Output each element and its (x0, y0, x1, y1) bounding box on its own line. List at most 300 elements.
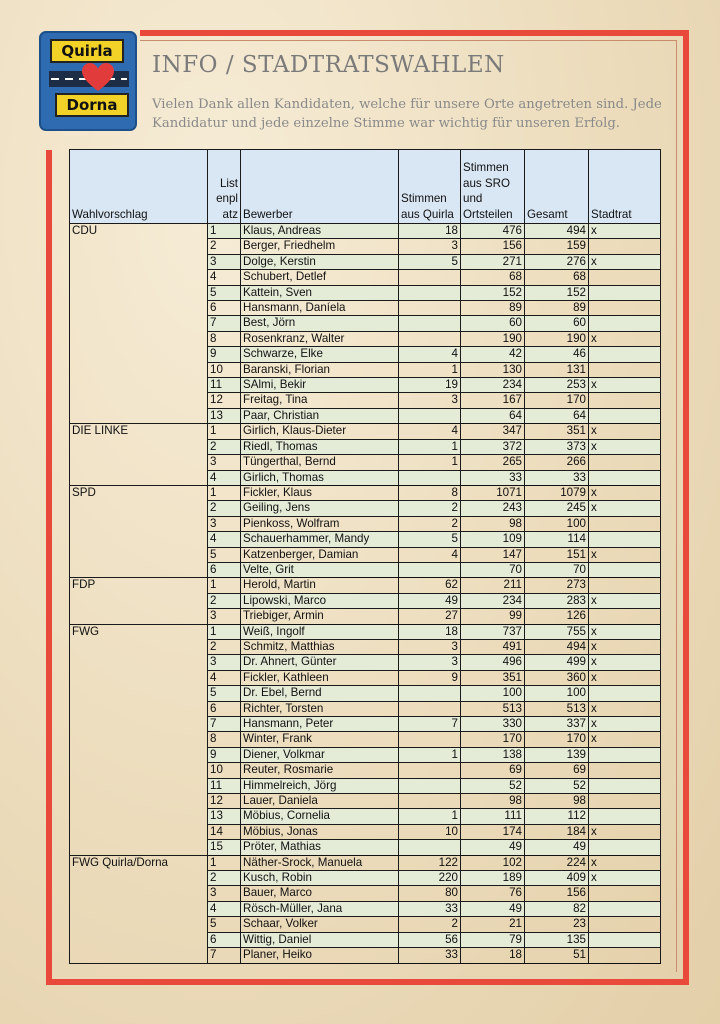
gesamt-cell: 52 (525, 778, 589, 793)
stimmen-quirla-cell: 10 (399, 824, 461, 839)
header-gesamt: Gesamt (525, 150, 589, 224)
frame-border-bottom (46, 979, 689, 985)
stimmen-quirla-cell: 33 (399, 948, 461, 963)
table-row (70, 578, 661, 593)
stimmen-quirla-cell (399, 331, 461, 346)
bewerber-cell: Hansmann, Daníela (241, 301, 399, 316)
stimmen-sro-cell: 18 (461, 948, 525, 963)
stimmen-quirla-cell: 1 (399, 455, 461, 470)
listenplatz-cell: 6 (208, 701, 241, 716)
stimmen-quirla-cell (399, 732, 461, 747)
bewerber-cell: Katzenberger, Damian (241, 547, 399, 562)
stimmen-sro-cell: 64 (461, 408, 525, 423)
listenplatz-cell: 2 (208, 639, 241, 654)
header-listenplatz: List enpl atz (208, 150, 241, 224)
quirla-dorna-logo (39, 31, 137, 131)
gesamt-cell: 190 (525, 331, 589, 346)
listenplatz-cell: 3 (208, 516, 241, 531)
gesamt-cell: 49 (525, 840, 589, 855)
stadtrat-cell (589, 285, 661, 300)
stimmen-quirla-cell: 19 (399, 378, 461, 393)
gesamt-cell: 151 (525, 547, 589, 562)
stimmen-sro-cell: 99 (461, 609, 525, 624)
stadtrat-cell (589, 470, 661, 485)
stimmen-quirla-cell: 4 (399, 424, 461, 439)
stadtrat-cell: x (589, 871, 661, 886)
listenplatz-cell: 7 (208, 316, 241, 331)
stadtrat-cell: x (589, 378, 661, 393)
gesamt-cell: 499 (525, 655, 589, 670)
table-row (70, 424, 661, 439)
stadtrat-cell: x (589, 224, 661, 239)
stadtrat-cell (589, 886, 661, 901)
bewerber-cell: Möbius, Cornelia (241, 809, 399, 824)
bewerber-cell: Fickler, Klaus (241, 485, 399, 500)
bewerber-cell: Pienkoss, Wolfram (241, 516, 399, 531)
stadtrat-cell (589, 840, 661, 855)
gesamt-cell: 351 (525, 424, 589, 439)
listenplatz-cell: 6 (208, 932, 241, 947)
stadtrat-cell (589, 301, 661, 316)
stimmen-quirla-cell (399, 562, 461, 577)
gesamt-cell: 100 (525, 686, 589, 701)
bewerber-cell: Dolge, Kerstin (241, 254, 399, 269)
stadtrat-cell (589, 562, 661, 577)
stadtrat-cell (589, 609, 661, 624)
stimmen-sro-cell: 491 (461, 639, 525, 654)
bewerber-cell: Schaar, Volker (241, 917, 399, 932)
bewerber-cell: Wittig, Daniel (241, 932, 399, 947)
bewerber-cell: Winter, Frank (241, 732, 399, 747)
heart-icon (82, 63, 114, 93)
stimmen-sro-cell: 174 (461, 824, 525, 839)
stimmen-quirla-cell (399, 686, 461, 701)
listenplatz-cell: 10 (208, 362, 241, 377)
bewerber-cell: Girlich, Klaus-Dieter (241, 424, 399, 439)
listenplatz-cell: 4 (208, 901, 241, 916)
stadtrat-cell: x (589, 424, 661, 439)
bewerber-cell: Lauer, Daniela (241, 794, 399, 809)
frame-border-left (46, 150, 52, 985)
gesamt-cell: 82 (525, 901, 589, 916)
listenplatz-cell: 2 (208, 439, 241, 454)
stimmen-quirla-cell: 2 (399, 501, 461, 516)
stimmen-quirla-cell: 2 (399, 917, 461, 932)
gesamt-cell: 126 (525, 609, 589, 624)
listenplatz-cell: 6 (208, 562, 241, 577)
gesamt-cell: 156 (525, 886, 589, 901)
logo-sign-bottom: Dorna (55, 93, 129, 117)
stimmen-sro-cell: 330 (461, 717, 525, 732)
table-header-row (70, 150, 661, 224)
stimmen-sro-cell: 89 (461, 301, 525, 316)
stimmen-sro-cell: 21 (461, 917, 525, 932)
stimmen-quirla-cell (399, 778, 461, 793)
logo-sign-top: Quirla (50, 39, 124, 63)
table-row (70, 485, 661, 500)
listenplatz-cell: 9 (208, 347, 241, 362)
stimmen-sro-cell: 234 (461, 593, 525, 608)
listenplatz-cell: 1 (208, 855, 241, 870)
listenplatz-cell: 1 (208, 578, 241, 593)
stimmen-quirla-cell (399, 301, 461, 316)
stimmen-sro-cell: 167 (461, 393, 525, 408)
stimmen-quirla-cell (399, 408, 461, 423)
gesamt-cell: 360 (525, 670, 589, 685)
stimmen-quirla-cell: 18 (399, 624, 461, 639)
stadtrat-cell: x (589, 439, 661, 454)
stimmen-quirla-cell: 9 (399, 670, 461, 685)
bewerber-cell: Rosenkranz, Walter (241, 331, 399, 346)
stimmen-quirla-cell: 220 (399, 871, 461, 886)
stadtrat-cell (589, 347, 661, 362)
listenplatz-cell: 13 (208, 408, 241, 423)
stadtrat-cell: x (589, 501, 661, 516)
stimmen-quirla-cell: 1 (399, 362, 461, 377)
stimmen-sro-cell: 476 (461, 224, 525, 239)
stadtrat-cell (589, 316, 661, 331)
stimmen-sro-cell: 513 (461, 701, 525, 716)
party-cell: DIE LINKE (70, 424, 208, 486)
stadtrat-cell: x (589, 624, 661, 639)
party-cell: FWG (70, 624, 208, 855)
stimmen-sro-cell: 130 (461, 362, 525, 377)
gesamt-cell: 266 (525, 455, 589, 470)
bewerber-cell: Tüngerthal, Bernd (241, 455, 399, 470)
stimmen-quirla-cell (399, 840, 461, 855)
stadtrat-cell: x (589, 732, 661, 747)
stimmen-sro-cell: 170 (461, 732, 525, 747)
stimmen-quirla-cell: 5 (399, 532, 461, 547)
listenplatz-cell: 11 (208, 778, 241, 793)
bewerber-cell: Herold, Martin (241, 578, 399, 593)
stadtrat-cell (589, 794, 661, 809)
stimmen-sro-cell: 100 (461, 686, 525, 701)
gesamt-cell: 494 (525, 224, 589, 239)
listenplatz-cell: 12 (208, 393, 241, 408)
bewerber-cell: Triebiger, Armin (241, 609, 399, 624)
bewerber-cell: Best, Jörn (241, 316, 399, 331)
stadtrat-cell (589, 455, 661, 470)
stimmen-sro-cell: 42 (461, 347, 525, 362)
stadtrat-cell (589, 516, 661, 531)
bewerber-cell: Fickler, Kathleen (241, 670, 399, 685)
stimmen-sro-cell: 52 (461, 778, 525, 793)
table-row (70, 624, 661, 639)
bewerber-cell: Paar, Christian (241, 408, 399, 423)
stimmen-sro-cell: 234 (461, 378, 525, 393)
gesamt-cell: 112 (525, 809, 589, 824)
party-cell: FWG Quirla/Dorna (70, 855, 208, 963)
stadtrat-cell: x (589, 717, 661, 732)
listenplatz-cell: 3 (208, 609, 241, 624)
stadtrat-cell (589, 747, 661, 762)
listenplatz-cell: 4 (208, 532, 241, 547)
gesamt-cell: 51 (525, 948, 589, 963)
stimmen-quirla-cell: 122 (399, 855, 461, 870)
gesamt-cell: 337 (525, 717, 589, 732)
stadtrat-cell (589, 532, 661, 547)
stimmen-quirla-cell (399, 701, 461, 716)
stimmen-sro-cell: 1071 (461, 485, 525, 500)
bewerber-cell: Richter, Torsten (241, 701, 399, 716)
bewerber-cell: Himmelreich, Jörg (241, 778, 399, 793)
stimmen-sro-cell: 138 (461, 747, 525, 762)
bewerber-cell: Dr. Ahnert, Günter (241, 655, 399, 670)
bewerber-cell: Schauerhammer, Mandy (241, 532, 399, 547)
gesamt-cell: 283 (525, 593, 589, 608)
stimmen-sro-cell: 243 (461, 501, 525, 516)
listenplatz-cell: 15 (208, 840, 241, 855)
listenplatz-cell: 9 (208, 747, 241, 762)
stimmen-quirla-cell: 49 (399, 593, 461, 608)
listenplatz-cell: 1 (208, 485, 241, 500)
bewerber-cell: Kusch, Robin (241, 871, 399, 886)
stimmen-sro-cell: 265 (461, 455, 525, 470)
listenplatz-cell: 4 (208, 270, 241, 285)
stimmen-sro-cell: 111 (461, 809, 525, 824)
header-stimmen-quirla: Stimmen aus Quirla (399, 150, 461, 224)
bewerber-cell: Möbius, Jonas (241, 824, 399, 839)
stimmen-quirla-cell (399, 270, 461, 285)
listenplatz-cell: 5 (208, 285, 241, 300)
table-row (70, 855, 661, 870)
stadtrat-cell: x (589, 331, 661, 346)
listenplatz-cell: 14 (208, 824, 241, 839)
gesamt-cell: 60 (525, 316, 589, 331)
bewerber-cell: Planer, Heiko (241, 948, 399, 963)
listenplatz-cell: 2 (208, 871, 241, 886)
stadtrat-cell (589, 239, 661, 254)
bewerber-cell: Rösch-Müller, Jana (241, 901, 399, 916)
stadtrat-cell (589, 763, 661, 778)
header-wahlvorschlag: Wahlvorschlag (70, 150, 208, 224)
listenplatz-cell: 3 (208, 886, 241, 901)
bewerber-cell: Reuter, Rosmarie (241, 763, 399, 778)
listenplatz-cell: 10 (208, 763, 241, 778)
stadtrat-cell: x (589, 485, 661, 500)
stimmen-quirla-cell: 80 (399, 886, 461, 901)
bewerber-cell: Bauer, Marco (241, 886, 399, 901)
stimmen-quirla-cell: 8 (399, 485, 461, 500)
gesamt-cell: 373 (525, 439, 589, 454)
gesamt-cell: 409 (525, 871, 589, 886)
stadtrat-cell: x (589, 701, 661, 716)
stimmen-sro-cell: 347 (461, 424, 525, 439)
listenplatz-cell: 5 (208, 686, 241, 701)
listenplatz-cell: 3 (208, 455, 241, 470)
stimmen-quirla-cell: 18 (399, 224, 461, 239)
header-bewerber: Bewerber (241, 150, 399, 224)
stimmen-sro-cell: 496 (461, 655, 525, 670)
intro-text: Vielen Dank allen Kandidaten, welche für unsere Orte angetreten sind. Jede Kandidatur und jede einzelne Stimme war wichtig für unseren Erfolg. (152, 97, 662, 131)
bewerber-cell: Velte, Grit (241, 562, 399, 577)
stadtrat-cell: x (589, 593, 661, 608)
stadtrat-cell (589, 362, 661, 377)
bewerber-cell: Berger, Friedhelm (241, 239, 399, 254)
listenplatz-cell: 2 (208, 501, 241, 516)
gesamt-cell: 69 (525, 763, 589, 778)
stadtrat-cell: x (589, 855, 661, 870)
listenplatz-cell: 6 (208, 301, 241, 316)
stimmen-sro-cell: 98 (461, 794, 525, 809)
listenplatz-cell: 4 (208, 670, 241, 685)
listenplatz-cell: 7 (208, 717, 241, 732)
stimmen-quirla-cell: 4 (399, 347, 461, 362)
listenplatz-cell: 3 (208, 254, 241, 269)
stadtrat-cell (589, 809, 661, 824)
stimmen-sro-cell: 33 (461, 470, 525, 485)
listenplatz-cell: 11 (208, 378, 241, 393)
listenplatz-cell: 4 (208, 470, 241, 485)
stimmen-sro-cell: 156 (461, 239, 525, 254)
stadtrat-cell (589, 948, 661, 963)
stimmen-quirla-cell (399, 763, 461, 778)
stadtrat-cell: x (589, 655, 661, 670)
bewerber-cell: Riedl, Thomas (241, 439, 399, 454)
party-cell: FDP (70, 578, 208, 624)
stadtrat-cell: x (589, 547, 661, 562)
stimmen-quirla-cell: 56 (399, 932, 461, 947)
stimmen-sro-cell: 98 (461, 516, 525, 531)
listenplatz-cell: 1 (208, 224, 241, 239)
gesamt-cell: 170 (525, 393, 589, 408)
stadtrat-cell (589, 932, 661, 947)
bewerber-cell: Dr. Ebel, Bernd (241, 686, 399, 701)
stimmen-sro-cell: 737 (461, 624, 525, 639)
gesamt-cell: 245 (525, 501, 589, 516)
header-stadtrat: Stadtrat (589, 150, 661, 224)
election-results-table (69, 149, 661, 964)
table-row (70, 224, 661, 239)
gesamt-cell: 100 (525, 516, 589, 531)
gesamt-cell: 68 (525, 270, 589, 285)
listenplatz-cell: 1 (208, 624, 241, 639)
bewerber-cell: Baranski, Florian (241, 362, 399, 377)
listenplatz-cell: 8 (208, 732, 241, 747)
stadtrat-cell (589, 393, 661, 408)
listenplatz-cell: 12 (208, 794, 241, 809)
gesamt-cell: 64 (525, 408, 589, 423)
frame-thin-line-right (676, 40, 677, 972)
stimmen-sro-cell: 190 (461, 331, 525, 346)
gesamt-cell: 253 (525, 378, 589, 393)
stimmen-quirla-cell: 62 (399, 578, 461, 593)
bewerber-cell: Freitag, Tina (241, 393, 399, 408)
listenplatz-cell: 1 (208, 424, 241, 439)
party-cell: CDU (70, 224, 208, 424)
bewerber-cell: Klaus, Andreas (241, 224, 399, 239)
party-cell: SPD (70, 485, 208, 577)
gesamt-cell: 170 (525, 732, 589, 747)
stimmen-quirla-cell: 1 (399, 809, 461, 824)
stimmen-quirla-cell (399, 316, 461, 331)
gesamt-cell: 114 (525, 532, 589, 547)
stimmen-sro-cell: 60 (461, 316, 525, 331)
gesamt-cell: 494 (525, 639, 589, 654)
stimmen-quirla-cell: 1 (399, 747, 461, 762)
stimmen-sro-cell: 76 (461, 886, 525, 901)
stimmen-sro-cell: 189 (461, 871, 525, 886)
gesamt-cell: 273 (525, 578, 589, 593)
stimmen-quirla-cell: 3 (399, 639, 461, 654)
stimmen-sro-cell: 372 (461, 439, 525, 454)
bewerber-cell: Girlich, Thomas (241, 470, 399, 485)
stimmen-sro-cell: 49 (461, 840, 525, 855)
gesamt-cell: 46 (525, 347, 589, 362)
bewerber-cell: Schwarze, Elke (241, 347, 399, 362)
stadtrat-cell (589, 686, 661, 701)
stimmen-sro-cell: 79 (461, 932, 525, 947)
stimmen-sro-cell: 70 (461, 562, 525, 577)
header-stimmen-sro: Stimmen aus SRO und Ortsteilen (461, 150, 525, 224)
gesamt-cell: 755 (525, 624, 589, 639)
table-body (70, 224, 661, 964)
listenplatz-cell: 2 (208, 239, 241, 254)
stimmen-quirla-cell (399, 470, 461, 485)
listenplatz-cell: 8 (208, 331, 241, 346)
gesamt-cell: 184 (525, 824, 589, 839)
stadtrat-cell (589, 778, 661, 793)
stimmen-sro-cell: 68 (461, 270, 525, 285)
frame-border-top (140, 30, 689, 36)
stimmen-quirla-cell: 2 (399, 516, 461, 531)
gesamt-cell: 1079 (525, 485, 589, 500)
gesamt-cell: 139 (525, 747, 589, 762)
stimmen-sro-cell: 351 (461, 670, 525, 685)
gesamt-cell: 70 (525, 562, 589, 577)
gesamt-cell: 135 (525, 932, 589, 947)
listenplatz-cell: 2 (208, 593, 241, 608)
bewerber-cell: Hansmann, Peter (241, 717, 399, 732)
stimmen-quirla-cell: 1 (399, 439, 461, 454)
stadtrat-cell (589, 901, 661, 916)
bewerber-cell: Schmitz, Matthias (241, 639, 399, 654)
bewerber-cell: Diener, Volkmar (241, 747, 399, 762)
gesamt-cell: 159 (525, 239, 589, 254)
stimmen-quirla-cell: 5 (399, 254, 461, 269)
bewerber-cell: Weiß, Ingolf (241, 624, 399, 639)
stadtrat-cell: x (589, 670, 661, 685)
stimmen-quirla-cell: 27 (399, 609, 461, 624)
stadtrat-cell: x (589, 254, 661, 269)
stadtrat-cell: x (589, 824, 661, 839)
stimmen-sro-cell: 271 (461, 254, 525, 269)
bewerber-cell: Pröter, Mathias (241, 840, 399, 855)
bewerber-cell: Lipowski, Marco (241, 593, 399, 608)
stadtrat-cell (589, 408, 661, 423)
bewerber-cell: Kattein, Sven (241, 285, 399, 300)
stimmen-sro-cell: 69 (461, 763, 525, 778)
listenplatz-cell: 7 (208, 948, 241, 963)
listenplatz-cell: 13 (208, 809, 241, 824)
stadtrat-cell: x (589, 639, 661, 654)
listenplatz-cell: 3 (208, 655, 241, 670)
page-title: INFO / STADTRATSWAHLEN (152, 52, 505, 78)
stimmen-quirla-cell (399, 285, 461, 300)
bewerber-cell: Näther-Srock, Manuela (241, 855, 399, 870)
bewerber-cell: SAlmi, Bekir (241, 378, 399, 393)
stimmen-quirla-cell: 3 (399, 393, 461, 408)
bewerber-cell: Schubert, Detlef (241, 270, 399, 285)
stadtrat-cell (589, 917, 661, 932)
gesamt-cell: 152 (525, 285, 589, 300)
bewerber-cell: Geiling, Jens (241, 501, 399, 516)
stimmen-sro-cell: 152 (461, 285, 525, 300)
stimmen-quirla-cell: 4 (399, 547, 461, 562)
stimmen-quirla-cell: 3 (399, 655, 461, 670)
gesamt-cell: 513 (525, 701, 589, 716)
